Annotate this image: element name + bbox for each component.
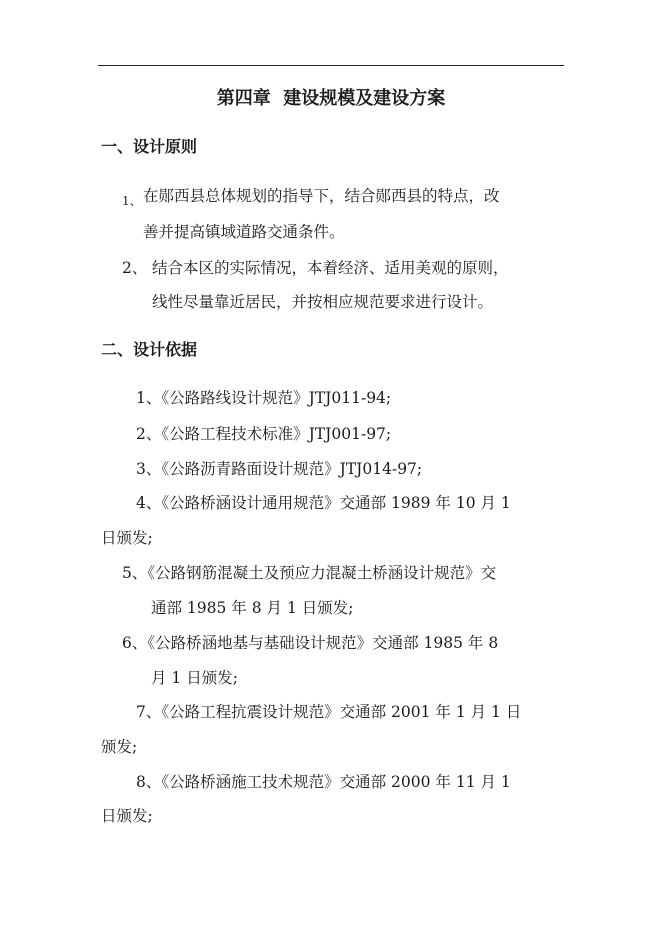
basis-item-7-line-1: 7、《公路工程抗震设计规范》交通部 2001 年 1 月 1 日 bbox=[136, 703, 522, 721]
basis-item-2: 2、《公路工程技术标准》JTJ001-97; bbox=[136, 425, 392, 443]
chapter-title: 第四章 建设规模及建设方案 bbox=[216, 88, 446, 109]
principle-2-line-2: 线性尽量靠近居民，并按相应规范要求进行设计。 bbox=[152, 293, 494, 311]
basis-item-8-line-1: 8、《公路桥涵施工技术规范》交通部 2000 年 11 月 1 bbox=[136, 773, 511, 791]
section-heading-design-principles: 一、设计原则 bbox=[101, 137, 198, 156]
basis-item-3: 3、《公路沥青路面设计规范》JTJ014-97; bbox=[136, 460, 423, 478]
header-rule bbox=[98, 65, 564, 66]
basis-item-1: 1、《公路路线设计规范》JTJ011-94; bbox=[136, 389, 392, 407]
basis-item-8-line-2: 日颁发; bbox=[101, 807, 153, 825]
section-heading-design-basis: 二、设计依据 bbox=[101, 340, 198, 359]
basis-item-6-line-1: 6、《公路桥涵地基与基础设计规范》交通部 1985 年 8 bbox=[122, 634, 499, 652]
principle-1-line-1: 在郧西县总体规划的指导下，结合郧西县的特点，改 bbox=[143, 187, 500, 205]
principle-1-number: 1、 bbox=[122, 194, 142, 208]
principle-2-line-1: 结合本区的实际情况，本着经济、适用美观的原则， bbox=[152, 259, 509, 277]
basis-item-4-line-2: 日颁发; bbox=[101, 529, 153, 547]
basis-item-6-line-2: 月 1 日颁发; bbox=[151, 669, 238, 687]
principle-2-number: 2、 bbox=[122, 259, 148, 277]
basis-item-5-line-1: 5、《公路钢筋混凝土及预应力混凝土桥涵设计规范》交 bbox=[122, 564, 497, 582]
principle-1-line-2: 善并提高镇域道路交通条件。 bbox=[143, 223, 345, 241]
basis-item-4-line-1: 4、《公路桥涵设计通用规范》交通部 1989 年 10 月 1 bbox=[136, 494, 511, 512]
basis-item-7-line-2: 颁发; bbox=[101, 738, 138, 756]
basis-item-5-line-2: 通部 1985 年 8 月 1 日颁发; bbox=[151, 599, 354, 617]
